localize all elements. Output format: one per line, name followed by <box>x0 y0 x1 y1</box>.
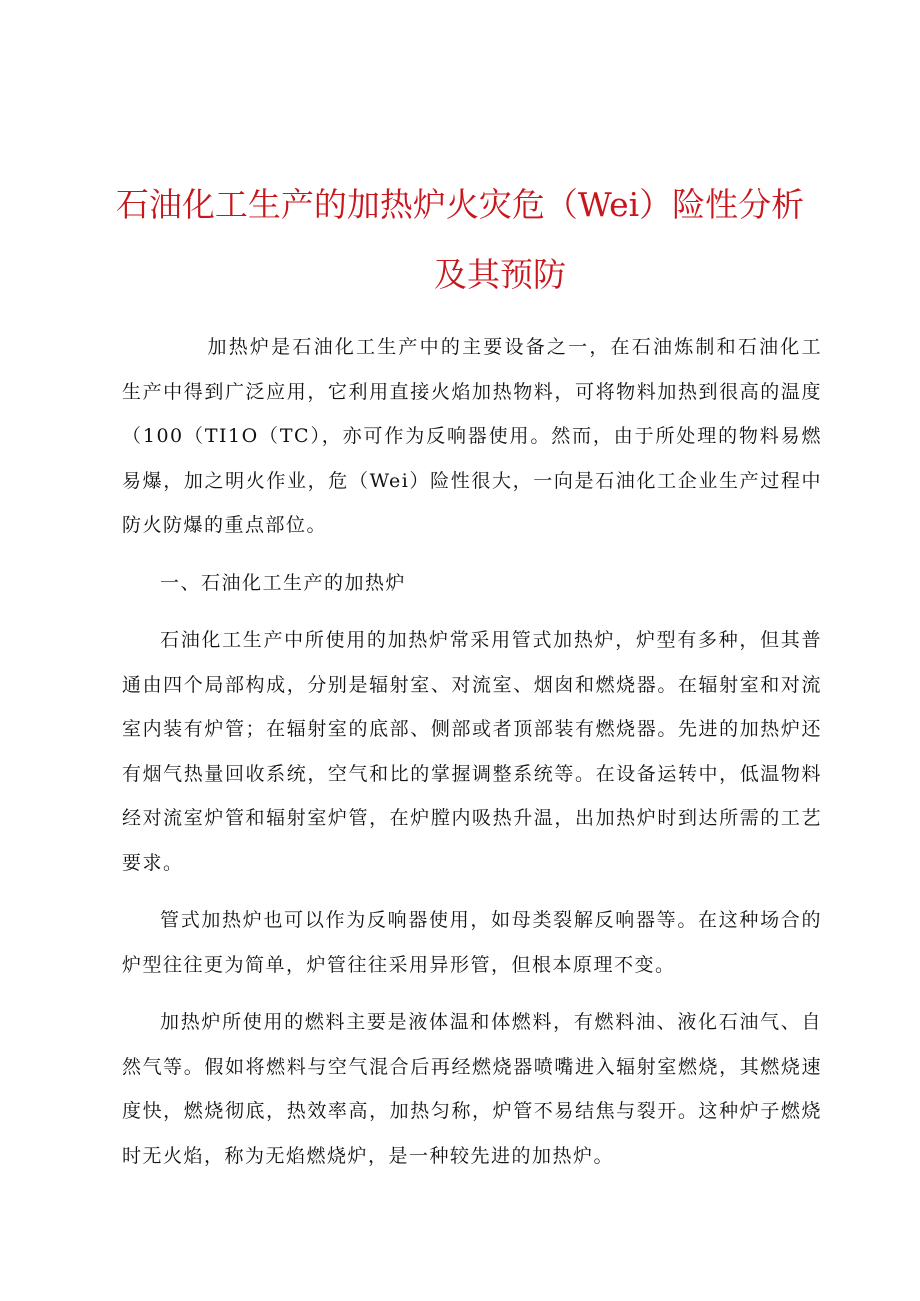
paragraph-intro: 加热炉是石油化工生产中的主要设备之一，在石油炼制和石油化工生产中得到广泛应用，它利用直接火焰加热物料，可将物料加热到很高的温度（100（TI1O（TC），亦可作为反响器使用。然而，由于所处理的物料易燃易爆，加之明火作业，危（Wei）险性很大，一向是石油化工企业生产过程中防火防爆的重点部位。 <box>122 336 822 536</box>
title-line-2: 及其预防 <box>434 255 566 294</box>
section-heading-1: 一、石油化工生产的加热炉 <box>160 571 407 594</box>
paragraph-furnace-structure: 石油化工生产中所使用的加热炉常采用管式加热炉，炉型有多种，但其普通由四个局部构成，分别是辐射室、对流室、烟囱和燃烧器。在辐射室和对流室内装有炉管；在辐射室的底部、侧部或者顶部装有燃烧器。先进的加热炉还有烟气热量回收系统，空气和比的掌握调整系统等。在设备运转中，低温物料经对流室炉管和辐射室炉管，在炉膛内吸热升温，出加热炉时到达所需的工艺要求。 <box>122 629 822 874</box>
paragraph-fuel: 加热炉所使用的燃料主要是液体温和体燃料，有燃料油、液化石油气、自然气等。假如将燃料与空气混合后再经燃烧器喷嘴进入辐射室燃烧，其燃烧速度快，燃烧彻底，热效率高，加热匀称，炉管不易结焦与裂开。这种炉子燃烧时无火焰，称为无焰燃烧炉，是一种较先进的加热炉。 <box>122 1011 822 1167</box>
title-line-1: 石油化工生产的加热炉火灾危（Wei）险性分析 <box>115 185 805 224</box>
paragraph-reactor-use: 管式加热炉也可以作为反响器使用，如母类裂解反响器等。在这种场合的炉型往往更为简单，炉管往往采用异形管，但根本原理不变。 <box>122 909 822 976</box>
document-title <box>100 170 820 310</box>
document-body <box>122 325 822 1191</box>
